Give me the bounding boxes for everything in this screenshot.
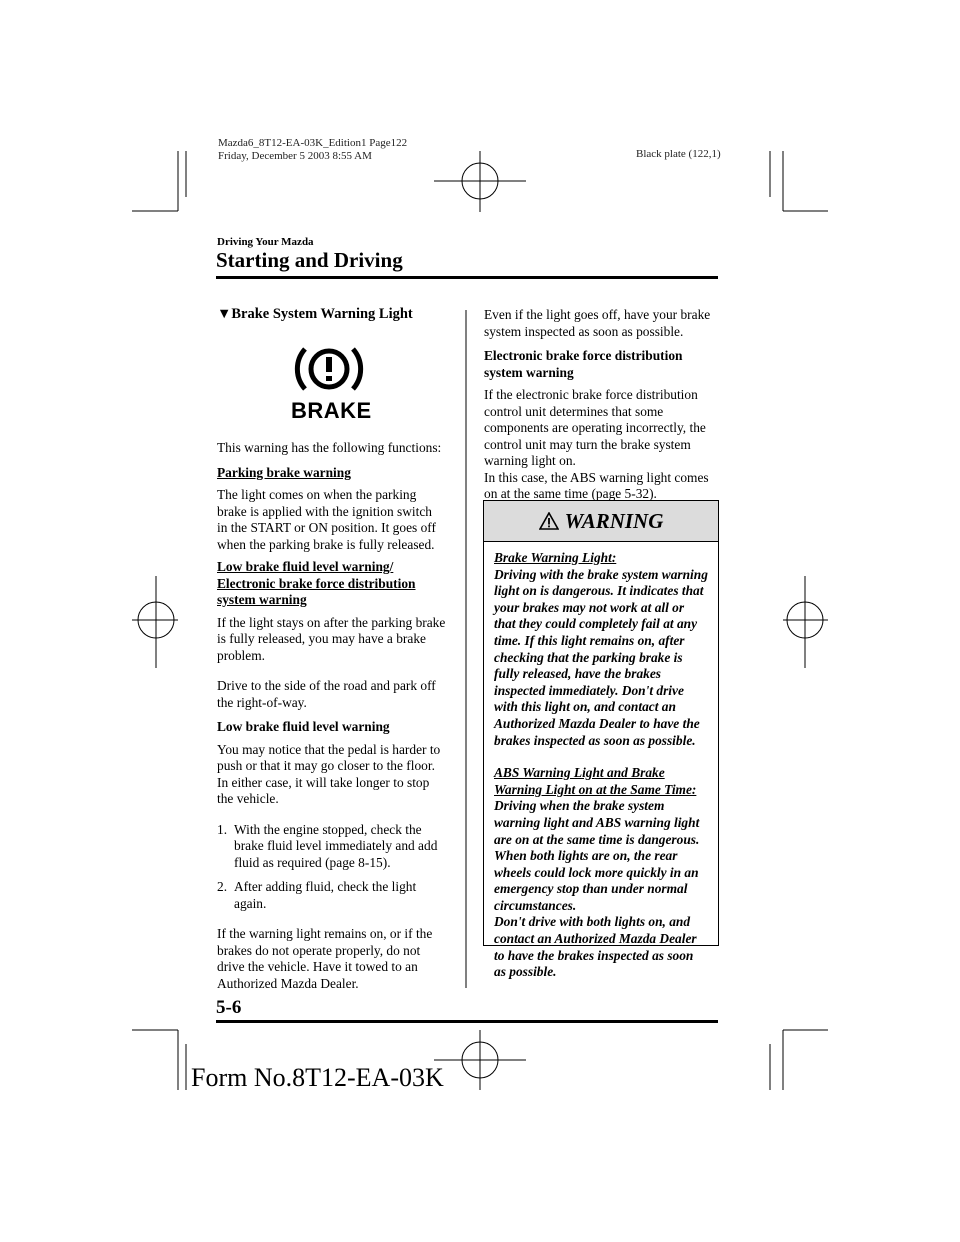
p2-line: If the light stays on after the parking brake (217, 614, 446, 630)
p5-line: drive the vehicle. Have it towed to an (217, 959, 418, 974)
rp2-line: In this case, the ABS warning light comes (484, 469, 709, 485)
warning-title: WARNING (564, 508, 664, 533)
step-line: brake fluid level immediately and add (234, 838, 438, 853)
form-number: Form No.8T12-EA-03K (191, 1063, 444, 1092)
step-line: After adding fluid, check the light (234, 879, 417, 894)
warning-line: contact an Authorized Mazda Dealer (494, 931, 697, 947)
page-number: 5-6 (216, 997, 242, 1018)
section-heading (217, 306, 457, 323)
warning-line: with this light on, and contact an (494, 699, 676, 715)
chapter-title: Starting and Driving (216, 248, 403, 272)
step-line: With the engine stopped, check the (234, 821, 422, 837)
warning-line: Don't drive with both lights on, and (494, 914, 691, 930)
print-meta (218, 137, 407, 163)
warning-box (483, 500, 719, 980)
p1-line: The light comes on when the parking (217, 487, 417, 502)
p2-line: problem. (217, 647, 265, 663)
warning-line: brakes inspected as soon as possible. (494, 732, 696, 748)
p5-line: If the warning light remains on, or if the (217, 926, 433, 941)
p1-line: brake is applied with the ignition switch (217, 503, 432, 519)
warning-sub2: ABS Warning Light and Brake (494, 765, 665, 781)
p1-line: when the parking brake is fully released. (217, 536, 435, 552)
step-number: 2. (217, 879, 228, 894)
sub-parking-brake: Parking brake warning (217, 464, 351, 480)
warning-sub1: Brake Warning Light: (494, 550, 617, 565)
warning-line: Driving when the brake system (494, 798, 665, 814)
warning-line: your brakes may not work at all or (494, 599, 685, 615)
step-line: fluid as required (page 8-15). (234, 854, 391, 870)
warning-line: are on at the same time is dangerous. (494, 831, 700, 847)
rp2-line: If the electronic brake force distribution (484, 387, 698, 402)
footer-rule (216, 1020, 718, 1023)
p4-line: push or that it may go closer to the floor. (217, 758, 435, 773)
right-body (484, 307, 722, 503)
step-item (217, 822, 462, 872)
p5-line: Authorized Mazda Dealer. (217, 975, 359, 991)
heading-text: Brake System Warning Light (231, 306, 413, 322)
p2-line: is fully released, you may have a brake (217, 631, 426, 646)
rp2-line: on at the same time (page 5-32). (484, 486, 657, 501)
sub-low-fluid: system warning (217, 592, 307, 607)
warning-line: Driving with the brake system warning (494, 566, 708, 582)
left-body (217, 440, 462, 992)
warning-line: that they could completely fail at any (494, 616, 698, 632)
warning-line: checking that the parking brake is (494, 649, 683, 665)
warning-header (484, 501, 718, 542)
brake-icon-text: BRAKE (291, 398, 372, 423)
warning-line: time. If this light remains on, after (494, 632, 685, 648)
warning-line: When both lights are on, the rear (494, 848, 678, 864)
step-item (217, 879, 462, 912)
intro-text: This warning has the following functions: (217, 440, 442, 455)
p4-line: In either case, it will take longer to stop (217, 774, 430, 790)
sub-low-fluid: Electronic brake force distribution (217, 575, 416, 591)
p5-line: brakes do not operate properly, do not (217, 942, 421, 958)
sub-low-fluid-level: Low brake fluid level warning (217, 719, 390, 734)
warning-line: to have the brakes inspected as soon (494, 947, 694, 963)
warning-line: emergency stop than under normal (494, 881, 688, 897)
step-number: 1. (217, 821, 228, 837)
warning-line: circumstances. (494, 897, 577, 913)
chapter-rule (216, 276, 718, 279)
rp2-line: control unit determines that some (484, 403, 664, 419)
p3-line: the right-of-way. (217, 694, 307, 710)
heading-marker: ▼ (217, 306, 232, 322)
plate-label: Black plate (122,1) (636, 148, 721, 160)
warning-body (484, 542, 718, 989)
step-line: again. (234, 895, 267, 911)
brake-warning-icon (285, 340, 375, 422)
warning-line: as possible. (494, 964, 557, 980)
p4-line: You may notice that the pedal is harder to (217, 741, 441, 757)
p1-line: in the START or ON position. It goes off (217, 520, 436, 535)
p4-line: the vehicle. (217, 791, 279, 806)
left-column (217, 306, 457, 323)
sub-ebd: Electronic brake force distribution (484, 348, 683, 363)
print-meta-line2: Friday, December 5 2003 8:55 AM (218, 150, 372, 162)
rp2-line: control unit may turn the brake system (484, 436, 691, 452)
chapter-small: Driving Your Mazda (217, 236, 314, 248)
rp2-line: warning light on. (484, 453, 576, 468)
print-meta-line1: Mazda6_8T12-EA-03K_Edition1 Page122 (218, 137, 408, 149)
rp1-line: system inspected as soon as possible. (484, 323, 684, 339)
warning-line: warning light and ABS warning light (494, 814, 700, 830)
warning-line: fully released, have the brakes (494, 666, 661, 682)
sub-ebd: system warning (484, 364, 574, 380)
warning-line: inspected immediately. Don't drive (494, 682, 684, 698)
warning-line: Authorized Mazda Dealer to have the (494, 715, 700, 731)
rp2-line: components are operating incorrectly, the (484, 420, 706, 435)
p3-line: Drive to the side of the road and park off (217, 678, 436, 693)
warning-line: wheels could lock more quickly in an (494, 864, 699, 880)
warning-line: light on is dangerous. It indicates that (494, 583, 704, 599)
warning-triangle-icon (539, 512, 559, 530)
rp1-line: Even if the light goes off, have your brake (484, 307, 711, 322)
sub-low-fluid: Low brake fluid level warning/ (217, 559, 394, 574)
warning-sub2: Warning Light on at the Same Time: (494, 781, 697, 797)
